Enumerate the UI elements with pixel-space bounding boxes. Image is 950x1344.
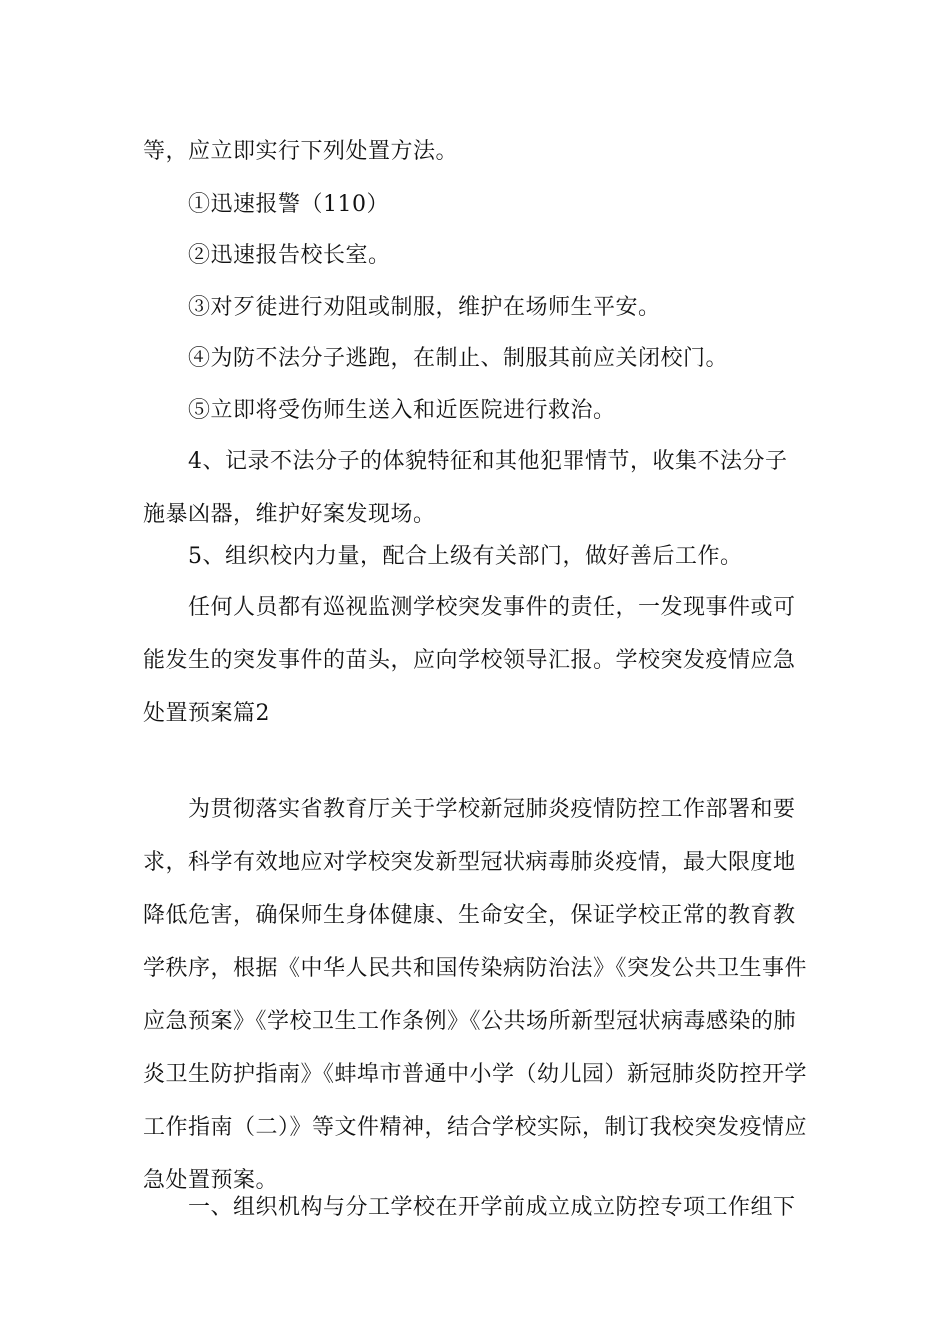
paragraph-7: 4、记录不法分子的体貌特征和其他犯罪情节，收集不法分子施暴凶器，维护好案发现场。 — [143, 449, 788, 527]
paragraph-10: 为贯彻落实省教育厅关于学校新冠肺炎疫情防控工作部署和要求，科学有效地应对学校突发新型冠状病毒肺炎疫情，最大限度地降低危害，确保师生身体健康、生命安全，保证学校正常的教育教学秩序，根据《中华人民共和国传染病防治法》《突发公共卫生事件应急预案》《学校卫生工作条例》《公共场所新型冠状病毒感染的肺炎卫生防护指南》《蚌埠市普通中小学（幼儿园）新冠肺炎防控开学工作指南（二）》等文件精神，结合学校实际，制订我校突发疫情应急处置预案。 — [143, 797, 808, 1193]
paragraph-1: 等，应立即实行下列处置方法。 — [143, 139, 459, 164]
paragraph-9: 任何人员都有巡视监测学校突发事件的责任，一发现事件或可能发生的突发事件的苗头，应向学校领导汇报。学校突发疫情应急处置预案篇2 — [143, 595, 796, 726]
paragraph-8: 5、组织校内力量，配合上级有关部门，做好善后工作。 — [188, 544, 743, 569]
paragraph-2: ①迅速报警（110） — [188, 192, 389, 217]
paragraph-3: ②迅速报告校长室。 — [188, 243, 391, 268]
paragraph-6: ⑤立即将受伤师生送入和近医院进行救治。 — [188, 398, 616, 423]
paragraph-4: ③对歹徒进行劝阻或制服，维护在场师生平安。 — [188, 295, 661, 320]
paragraph-5: ④为防不法分子逃跑，在制止、制服其前应关闭校门。 — [188, 346, 729, 371]
paragraph-11: 一、组织机构与分工学校在开学前成立成立防控专项工作组下 — [188, 1195, 796, 1220]
